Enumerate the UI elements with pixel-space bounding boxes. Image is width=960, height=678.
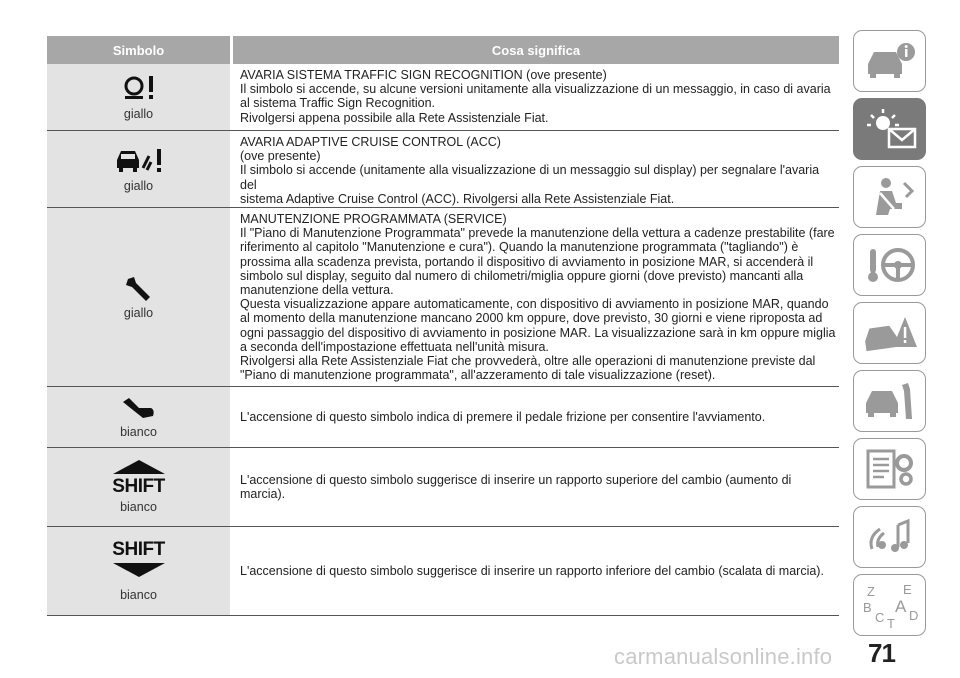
description-cell: AVARIA ADAPTIVE CRUISE CONTROL (ACC) (ove presente) Il simbolo si accende (unitamente alla visualizzazione di un messaggio sul display) per segnalare l'avaria del sistema Adaptive Cruise Control (ACC). Rivolgersi alla Rete Assistenziale Fiat. xyxy=(240,135,820,206)
table-row xyxy=(47,527,839,616)
description-cell: AVARIA SISTEMA TRAFFIC SIGN RECOGNITION (ove presente) Il simbolo si accende, su alcune versioni unitamente alla visualizzazione di un messaggio, in caso di avaria al sistema Traffic Sign Recognition. Rivolgersi appena possibile alla Rete Assistenziale Fiat. xyxy=(240,68,831,125)
acc-warning-icon xyxy=(113,146,165,176)
warning-light-envelope-icon xyxy=(861,107,919,151)
shift-down-icon xyxy=(113,563,165,579)
svg-text:C: C xyxy=(874,610,884,625)
table-row xyxy=(47,64,839,131)
technical-data-icon xyxy=(862,447,918,491)
shift-label: SHIFT xyxy=(112,539,165,560)
tab-warning-lights[interactable] xyxy=(853,98,926,160)
symbol-cell xyxy=(47,448,230,526)
symbol-color-label: bianco xyxy=(120,424,157,439)
warning-lights-table xyxy=(47,36,839,616)
svg-text:Z: Z xyxy=(866,584,875,599)
table-row xyxy=(47,131,839,208)
description-cell: L'accensione di questo simbolo suggerisce di inserire un rapporto inferiore del cambio (scalata di marcia). xyxy=(240,563,824,578)
tab-car-info[interactable] xyxy=(853,30,926,92)
watermark: carmanualsonline.info xyxy=(614,644,833,669)
svg-text:E: E xyxy=(902,582,912,597)
tab-emergency[interactable] xyxy=(853,302,926,364)
symbol-cell xyxy=(47,387,230,447)
safety-seatbelt-icon xyxy=(862,175,918,219)
chapter-tabs xyxy=(853,30,926,642)
index-letters-icon xyxy=(861,582,919,628)
car-info-icon xyxy=(862,40,918,82)
tab-index[interactable] xyxy=(853,574,926,636)
key-steering-wheel-icon xyxy=(862,243,918,287)
description-cell: L'accensione di questo simbolo indica di premere il pedale frizione per consentire l'avviamento. xyxy=(240,409,766,424)
symbol-cell xyxy=(47,131,230,207)
traffic-sign-warning-icon xyxy=(119,74,159,104)
description-cell: L'accensione di questo simbolo suggerisce di inserire un rapporto superiore del cambio (aumento di marcia). xyxy=(240,472,792,501)
symbol-color-label: giallo xyxy=(123,106,154,121)
symbol-cell xyxy=(47,527,230,615)
svg-text:D: D xyxy=(908,608,918,623)
wrench-icon xyxy=(124,275,154,303)
tab-starting-driving[interactable] xyxy=(853,234,926,296)
car-maintenance-icon xyxy=(862,379,918,423)
tab-safety[interactable] xyxy=(853,166,926,228)
svg-text:T: T xyxy=(886,616,895,628)
table-header xyxy=(47,36,839,64)
symbol-color-label: giallo xyxy=(123,178,154,193)
clutch-pedal-icon xyxy=(121,396,157,422)
emergency-car-icon xyxy=(861,311,919,355)
symbol-color-label: bianco xyxy=(120,588,157,602)
description-cell: MANUTENZIONE PROGRAMMATA (SERVICE) Il "Piano di Manutenzione Programmata" prevede la manutenzione della vettura a cadenze prestabilite (fare riferimento al capitolo "Manutenzione e cura"). Quando la manutenzione programmata ("tagliando") è prossima alla scadenza prevista, portando il dispositivo di avviamento in posizione MAR, si accenderà il simbolo sul display, seguito dal numero di chilometri/miglia oppure giorni (dove previsto) mancanti alla manutenzione della vettura. Questa visualizzazione appare automaticamente, con dispositivo di avviamento in posizione MAR, quando al momento della manutenzione mancano 2000 km oppure, dove previsto, 30 giorni e viene riproposta ad ogni passaggio del dispositivo di avviamento in posizione MAR. La visualizzazione sarà in km oppure miglia a seconda dell'impostazione effettuata nell'unità misura. Rivolgersi alla Rete Assistenziale Fiat che provvederà, oltre alle operazioni di manutenzione previste dal "Piano di manutenzione programmata", all'azzeramento di tale visualizzazione (reset). xyxy=(240,212,836,383)
svg-text:B: B xyxy=(862,600,872,615)
multimedia-icon xyxy=(862,515,918,559)
tab-technical-data[interactable] xyxy=(853,438,926,500)
header-simbolo: Simbolo xyxy=(112,42,165,58)
symbol-color-label: giallo xyxy=(123,305,154,320)
table-row xyxy=(47,387,839,448)
tab-maintenance[interactable] xyxy=(853,370,926,432)
symbol-color-label: bianco xyxy=(120,500,157,514)
shift-up-icon xyxy=(113,460,165,474)
page-number: 71 xyxy=(868,638,895,668)
shift-label: SHIFT xyxy=(112,476,165,497)
header-cosa-significa: Cosa significa xyxy=(491,42,581,58)
table-row xyxy=(47,448,839,527)
tab-multimedia[interactable] xyxy=(853,506,926,568)
symbol-cell xyxy=(47,208,230,386)
table-row xyxy=(47,208,839,387)
symbol-cell xyxy=(47,64,230,130)
svg-text:A: A xyxy=(894,597,906,616)
